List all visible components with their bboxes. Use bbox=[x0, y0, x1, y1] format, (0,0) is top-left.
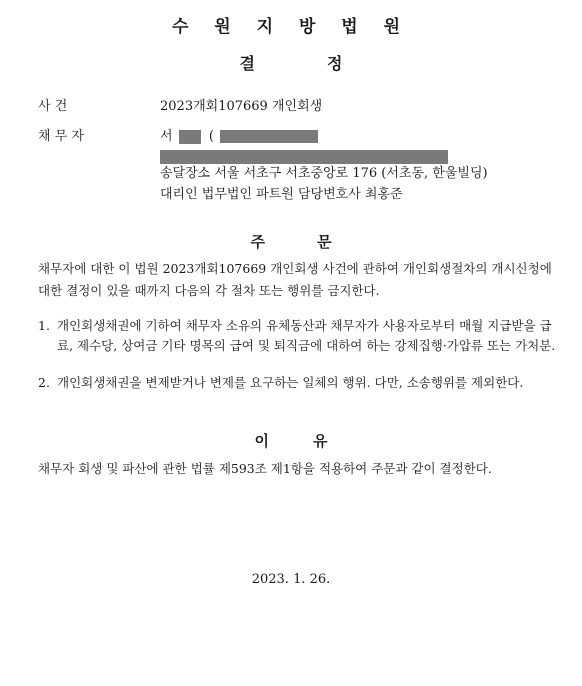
representative: 대리인 법무법인 파트원 담당변호사 최홍준 bbox=[160, 187, 403, 202]
debtor-name-row bbox=[160, 125, 318, 144]
debtor-id-redaction bbox=[220, 130, 318, 143]
document-type-right: 정 bbox=[327, 54, 343, 73]
reason-text: 채무자 회생 및 파산에 관한 법률 제593조 제1항을 적용하여 주문과 같이 결정한다. bbox=[38, 461, 492, 476]
debtor-paren: ( bbox=[208, 129, 214, 144]
decision-date: 2023. 1. 26. bbox=[251, 572, 331, 587]
document-type-left: 결 bbox=[239, 54, 255, 73]
reason-title: 이 유 bbox=[254, 432, 328, 450]
order-item-1: 1. 개인회생채권에 기하여 채무자 소유의 유체동산과 채무자가 사용자로부터 매월 지급받을 급료, 제수당, 상여금 기타 명목의 급여 및 퇴직금에 대하여 하는 강제집행·가압류 또는 가처분. bbox=[38, 318, 556, 353]
debtor-label: 채 무 자 bbox=[38, 129, 84, 144]
order-title: 주 문 bbox=[250, 233, 332, 251]
case-label: 사 건 bbox=[38, 99, 68, 114]
service-address: 송달장소 서울 서초구 서초중앙로 176 (서초동, 한울빌딩) bbox=[160, 166, 488, 181]
court-name: 수 원 지 방 법 원 bbox=[171, 17, 411, 37]
order-intro: 채무자에 대한 이 법원 2023개회107669 개인회생 사건에 관하여 개인회생절차의 개시신청에 대한 결정이 있을 때까지 다음의 각 절차 또는 행위를 금지한다. bbox=[38, 261, 552, 298]
debtor-name-redaction bbox=[179, 130, 201, 144]
debtor-name-visible: 서 bbox=[160, 129, 173, 144]
document-type-title bbox=[0, 51, 582, 74]
order-item-2: 2. 개인회생채권을 변제받거나 변제를 요구하는 일체의 행위. 다만, 소송행위를 제외한다. bbox=[38, 375, 524, 390]
case-number: 2023개회107669 개인회생 bbox=[160, 99, 323, 114]
